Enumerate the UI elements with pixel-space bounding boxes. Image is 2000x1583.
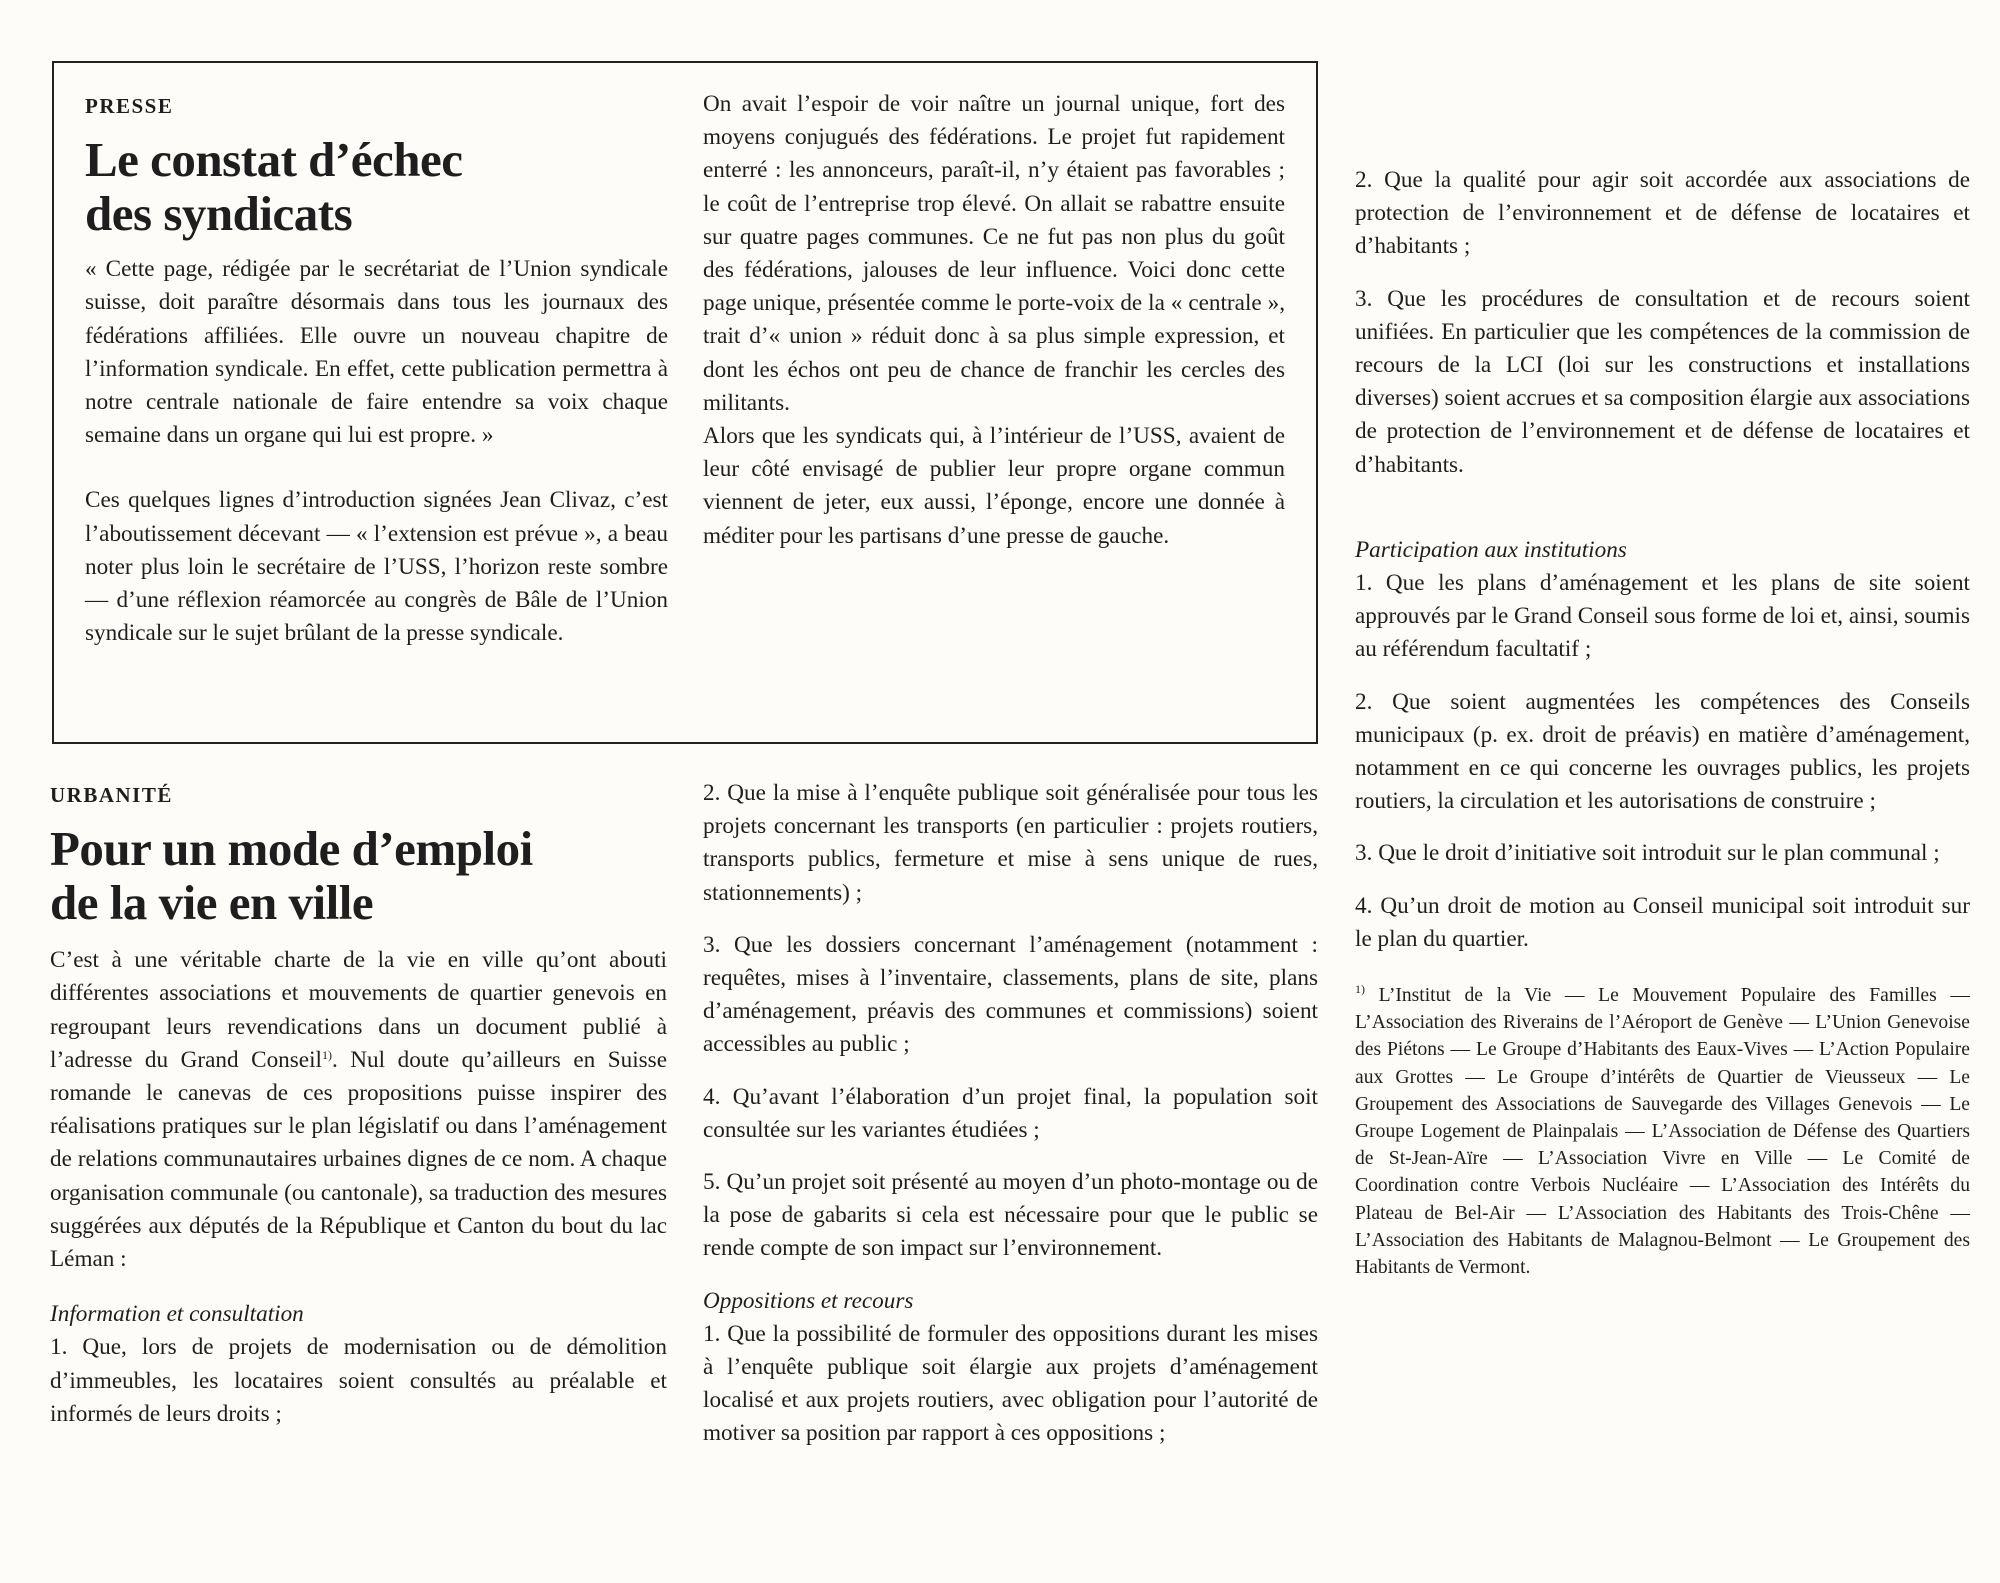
- presse-kicker: PRESSE: [85, 94, 174, 118]
- presse-quote: « Cette page, rédigée par le secrétariat de l’Union syndicale suisse, doit paraître désormais dans tous les journaux des fédérations affiliées. Elle ouvre un nouveau chapitre de l’information syndicale. En effet, cette publication permettra à notre centrale nationale de faire entendre sa voix chaque semaine dans un organe qui lui est propre. »: [85, 256, 668, 449]
- presse-headline-line-1: Le constat d’échec: [85, 132, 463, 188]
- presse-paragraph-2: On avait l’espoir de voir naître un journal unique, fort des moyens conjugués des fédérations. Le projet fut rapidement enterré : les annonceurs, paraît-il, n’y étaient pas favorables ; le coût de l’entreprise trop élevé. On allait se rabattre ensuite sur quatre pages communes. Ce ne fut pas non plus du goût des fédérations, jalouses de leur influence. Voici donc cette page unique, présentée comme le porte-voix de la « centrale », trait d’« union » réduit donc à sa plus simple expression, et dont les échos ont peu de chance de franchir les cercles des militants.: [703, 91, 1285, 416]
- presse-headline-line-2: des syndicats: [85, 186, 353, 242]
- participation-item-3: 3. Que le droit d’initiative soit introduit sur le plan communal ;: [1355, 840, 1940, 867]
- section-title-participation: Participation aux institutions: [1355, 536, 1627, 563]
- oppositions-item-3: 3. Que les procédures de consultation et de recours soient unifiées. En particulier que les compétences de la commission de recours de la LCI (loi sur les constructions et installations diverses) soient accrues et sa composition élargie aux associations de protection de l’environnement et de défense de locataires et d’habitants.: [1355, 285, 1970, 478]
- presse-paragraph-1: Ces quelques lignes d’introduction signées Jean Clivaz, c’est l’aboutissement décevant — « l’extension est prévue », a beau noter plus loin le secrétaire de l’USS, l’horizon reste sombre — d’une réflexion réamorcée au congrès de Bâle de l’Union syndicale sur le sujet brûlant de la presse syndicale.: [85, 487, 668, 647]
- information-item-4: 4. Qu’avant l’élaboration d’un projet final, la population soit consultée sur les variantes étudiées ;: [703, 1083, 1318, 1143]
- presse-column-1: [85, 90, 668, 650]
- urbanite-kicker: URBANITÉ: [50, 783, 173, 807]
- oppositions-item-2: 2. Que la qualité pour agir soit accordée aux associations de protection de l’environnement et de défense de locataires et d’habitants ;: [1355, 167, 1970, 260]
- urbanite-intro-text: C’est à une véritable charte de la vie en ville qu’ont abouti différentes associations et mouvements de quartier genevois en regroupant leurs revendications dans un document publié à l’adresse du Grand Conseil: [50, 947, 667, 1073]
- participation-item-4: 4. Qu’un droit de motion au Conseil municipal soit introduit sur le plan du quartier.: [1355, 892, 1970, 952]
- information-item-5: 5. Qu’un projet soit présenté au moyen d’un photo-montage ou de la pose de gabarits si cela est nécessaire pour que le public se rende compte de son impact sur l’environnement.: [703, 1169, 1318, 1262]
- column-3: [1355, 65, 1970, 1281]
- urbanite-column-1: [50, 779, 667, 1431]
- presse-headline: [85, 133, 668, 241]
- urbanite-intro-continuation: . Nul doute qu’ailleurs en Suisse romande le canevas de ces propositions puisse inspirer des réalisations pratiques sur le plan législatif ou dans l’aménagement de relations communautaires urbaines dignes de ce nom. A chaque organisation communale (ou cantonale), sa traduction des mesures suggérées aux députés de la République et Canton du bout du lac Léman :: [50, 1046, 667, 1273]
- urbanite-column-2: [703, 777, 1318, 1451]
- footnote-ref: 1): [321, 1047, 332, 1062]
- urbanite-headline: [50, 822, 667, 930]
- footnote: [1355, 982, 1970, 1281]
- information-item-1: 1. Que, lors de projets de modernisation ou de démolition d’immeubles, les locataires soient consultés au préalable et informés de leurs droits ;: [50, 1334, 667, 1427]
- information-item-2: 2. Que la mise à l’enquête publique soit généralisée pour tous les projets concernant les transports (en particulier : projets routiers, transports publics, fermeture et mise à sens unique de rues, stationnements) ;: [703, 780, 1318, 906]
- section-title-oppositions: Oppositions et recours: [703, 1287, 914, 1314]
- footnote-mark: 1): [1355, 982, 1365, 997]
- footnote-text: L’Institut de la Vie — Le Mouvement Populaire des Familles — L’Association des Riverains de l’Aéroport de Genève — L’Union Genevoise des Piétons — Le Groupe d’Habitants des Eaux-Vives — L’Action Populaire aux Grottes — Le Groupe d’intérêts de Quartier de Vieusseux — Le Groupement des Associations de Sauvegarde des Villages Genevois — Le Groupe Logement de Plainpalais — L’Association de Défense des Quartiers de St-Jean-Aïre — L’Association Vivre en Ville — Le Comité de Coordination contre Verbois Nucléaire — L’Association des Intérêts du Plateau de Bel-Air — L’Association des Habitants des Trois-Chêne — L’Association des Habitants de Malagnou-Belmont — Le Groupement des Habitants de Vermont.: [1355, 985, 1970, 1279]
- participation-item-1: 1. Que les plans d’aménagement et les plans de site soient approuvés par le Grand Conseil sous forme de loi et, ainsi, soumis au référendum facultatif ;: [1355, 570, 1971, 663]
- section-title-information: Information et consultation: [50, 1301, 304, 1328]
- presse-column-2: [703, 88, 1285, 553]
- information-item-3: 3. Que les dossiers concernant l’aménagement (notamment : requêtes, mises à l’inventaire, classements, plans de site, plans d’aménagement, préavis des communes et commissions) soient accessibles au public ;: [703, 931, 1318, 1058]
- participation-item-2: 2. Que soient augmentées les compétences des Conseils municipaux (p. ex. droit de préavis) en matière d’aménagement, notamment en ce qui concerne les ouvrages publics, les projets routiers, la circulation et les autorisations de construire ;: [1355, 688, 1970, 815]
- urbanite-headline-line-1: Pour un mode d’emploi: [50, 821, 533, 877]
- urbanite-headline-line-2: de la vie en ville: [50, 875, 374, 931]
- presse-paragraph-3: Alors que les syndicats qui, à l’intérieur de l’USS, avaient de leur côté envisagé de publier leur propre organe commun viennent de jeter, eux aussi, l’éponge, encore une donnée à méditer pour les partisans d’une presse de gauche.: [703, 423, 1285, 549]
- oppositions-item-1: 1. Que la possibilité de formuler des oppositions durant les mises à l’enquête publique soit élargie aux projets d’aménagement localisé et aux projets routiers, avec obligation pour l’autorité de motiver sa position par rapport à ces oppositions ;: [703, 1320, 1318, 1447]
- urbanite-intro: [50, 944, 667, 1276]
